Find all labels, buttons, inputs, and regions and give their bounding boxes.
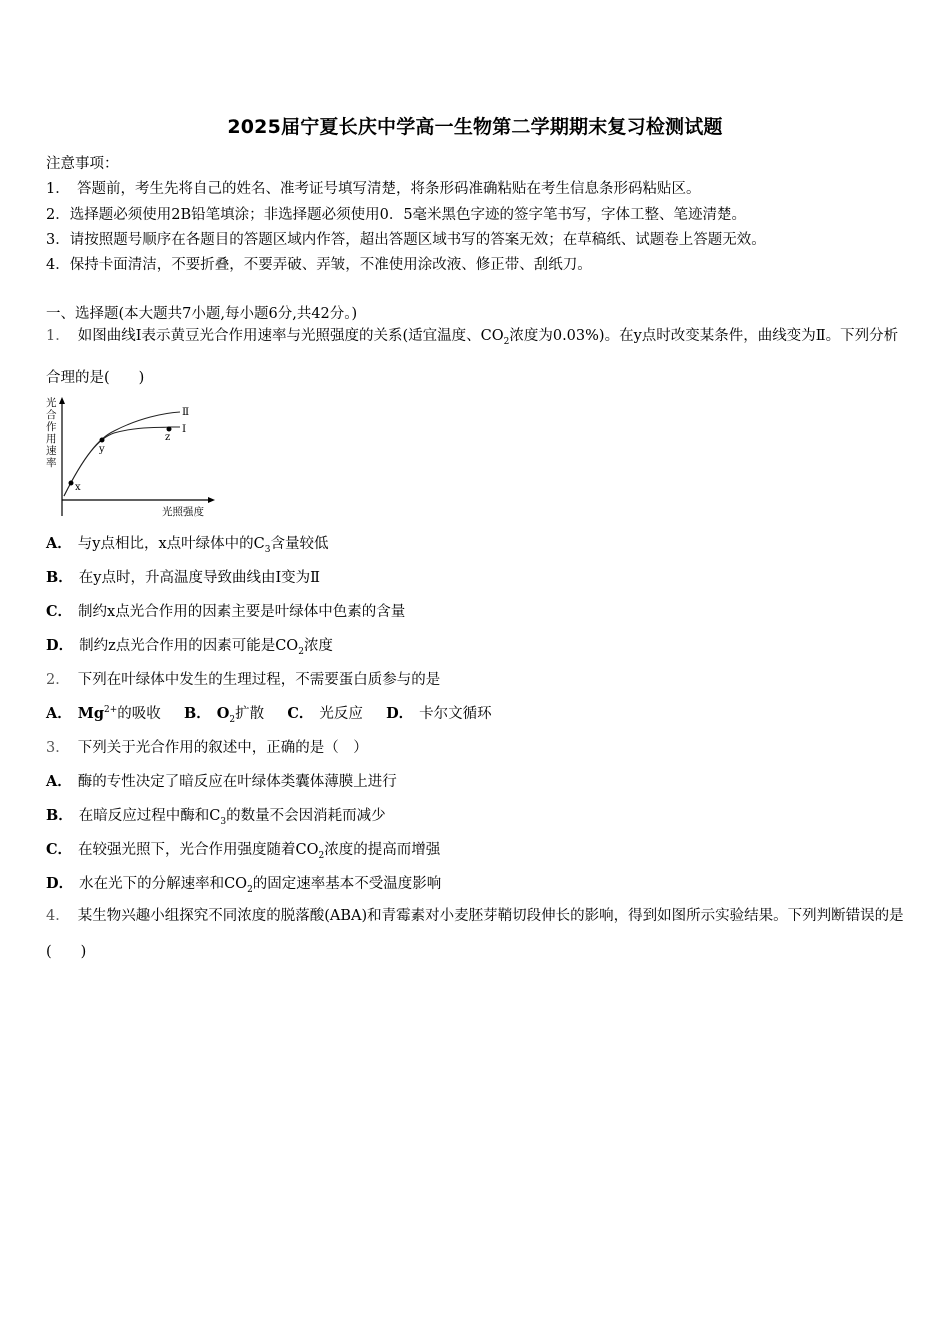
x-axis-label: 光照强度	[162, 506, 204, 518]
notice-item-3: 3．请按照题号顺序在各题目的答题区域内作答，超出答题区域书写的答案无效；在草稿纸、试题卷上答题无效。	[46, 232, 766, 248]
q3-option-a: A． 酶的专性决定了暗反应在叶绿体类囊体薄膜上进行	[46, 773, 397, 790]
curve-2	[64, 412, 180, 496]
q1-option-a: A． 与y点相比，x点叶绿体中的$C_3$含量较低	[46, 535, 329, 555]
point-x	[69, 481, 74, 486]
notice-item-1: 1． 答题前，考生先将自己的姓名、准考证号填写清楚，将条形码准确粘贴在考生信息条形码粘贴区。	[46, 181, 701, 197]
notice-item-4: 4．保持卡面清洁，不要折叠，不要弄破、弄皱，不准使用涂改液、修正带、刮纸刀。	[46, 257, 592, 273]
curve-1	[64, 427, 180, 496]
question-3-stem: 3． 下列关于光合作用的叙述中，正确的是（ ）	[46, 740, 368, 756]
question-number: 1．	[46, 328, 70, 344]
q3-option-c: C． 在较强光照下，光合作用强度随着$CO_2$浓度的提高而增强	[46, 841, 441, 861]
point-z-label: z	[165, 432, 171, 443]
photosynthesis-graph	[44, 396, 218, 522]
point-y	[100, 438, 105, 443]
curve-2-label: Ⅱ	[182, 406, 190, 418]
q1-option-c: C． 制约x点光合作用的因素主要是叶绿体中色素的含量	[46, 603, 406, 620]
question-4-stem: 4． 某生物兴趣小组探究不同浓度的脱落酸(ABA)和青霉素对小麦胚芽鞘切段伸长的影响，得到如图所示实验结果。下列判断错误的是( )	[46, 908, 904, 960]
q2-options: A． $Mg^{2+}$的吸收 B． $O_2$扩散 C． 光反应 D． 卡尔文循环	[46, 705, 492, 725]
q3-option-d: D． 水在光下的分解速率和$CO_2$的固定速率基本不受温度影响	[46, 875, 442, 895]
q1-option-d: D． 制约z点光合作用的因素可能是$CO_2$浓度	[46, 637, 333, 657]
point-z	[167, 427, 172, 432]
section-heading: 一、选择题(本大题共7小题,每小题6分,共42分。)	[46, 306, 358, 322]
y-axis-arrow	[59, 397, 65, 404]
y-axis-label: 光合作用速率	[46, 397, 57, 469]
q1-option-b: B． 在y点时，升高温度导致曲线由Ⅰ变为Ⅱ	[46, 569, 321, 586]
question-2-stem: 2． 下列在叶绿体中发生的生理过程，不需要蛋白质参与的是	[46, 672, 441, 688]
point-x-label: x	[75, 482, 81, 493]
point-y-label: y	[99, 444, 105, 455]
notice-heading: 注意事项：	[46, 156, 119, 172]
notice-item-2: 2．选择题必须使用2B铅笔填涂；非选择题必须使用0．5毫米黑色字迹的签字笔书写，字体工整、笔迹清楚。	[46, 207, 747, 223]
curve-1-label: Ⅰ	[182, 423, 187, 435]
page-title: 2025届宁夏长庆中学高一生物第二学期期末复习检测试题	[227, 116, 723, 138]
q3-option-b: B． 在暗反应过程中酶和$C_3$的数量不会因消耗而减少	[46, 807, 386, 827]
x-axis-arrow	[208, 497, 215, 503]
question-1-stem: 1． 如图曲线Ⅰ表示黄豆光合作用速率与光照强度的关系(适宜温度、$CO_2$浓度为0.03%)。在y点时改变某条件，曲线变为Ⅱ。下列分析合理的是( )	[46, 328, 899, 386]
